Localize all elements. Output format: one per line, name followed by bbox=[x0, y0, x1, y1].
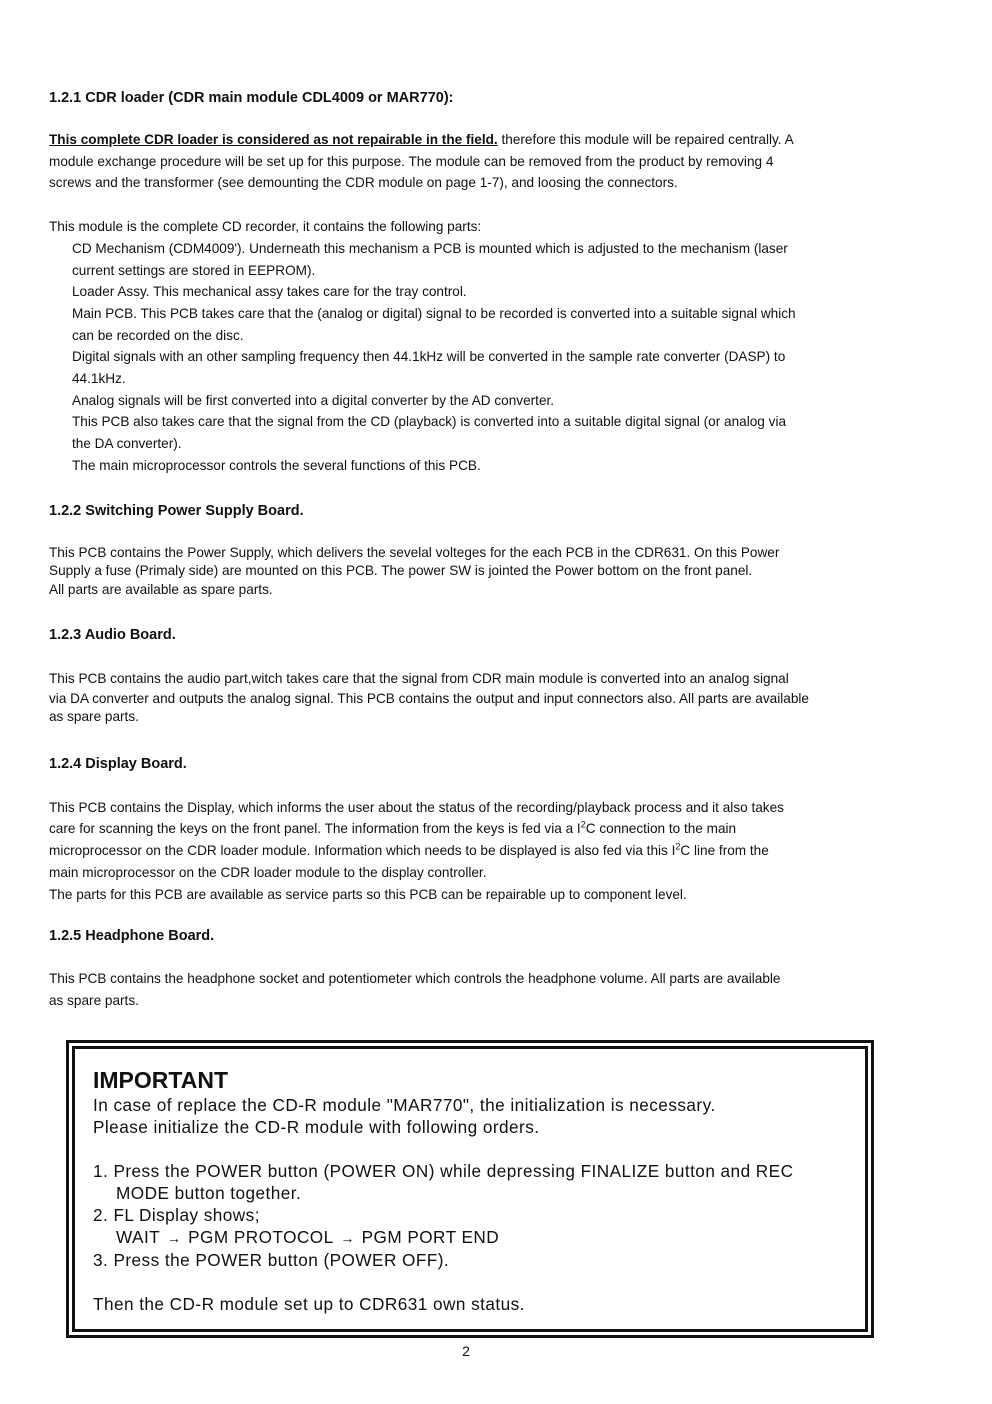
section-heading-1-2-1: 1.2.1 CDR loader (CDR main module CDL4009 or MAR770): bbox=[49, 90, 454, 106]
display-sequence: WAIT → PGM PROTOCOL → PGM PORT END bbox=[116, 1227, 500, 1247]
part-line: 44.1kHz. bbox=[72, 371, 126, 387]
important-notice-inner-border bbox=[72, 1046, 868, 1332]
paragraph-line: as spare parts. bbox=[49, 709, 139, 725]
paragraph-line: Supply a fuse (Primaly side) are mounted on this PCB. The power SW is jointed the Power bottom on the front panel. bbox=[49, 563, 753, 579]
part-line: current settings are stored in EEPROM). bbox=[72, 262, 316, 278]
part-line: Digital signals with an other sampling frequency then 44.1kHz will be converted in the sample rate converter (DASP) to bbox=[72, 349, 786, 365]
important-intro: Please initialize the CD-R module with following orders. bbox=[93, 1117, 540, 1137]
part-line: CD Mechanism (CDM4009'). Underneath this mechanism a PCB is mounted which is adjusted to the mechanism (laser bbox=[72, 240, 788, 256]
paragraph-line: The parts for this PCB are available as service parts so this PCB can be repairable up to component level. bbox=[49, 886, 687, 902]
step-1-continued: MODE button together. bbox=[116, 1183, 302, 1203]
module-parts-intro: This module is the complete CD recorder, it contains the following parts: bbox=[49, 219, 482, 235]
paragraph-line: This PCB contains the audio part,witch takes care that the signal from CDR main module is converted into an analog signal bbox=[49, 671, 789, 687]
cdr-loader-warning: This complete CDR loader is considered as not repairable in the field. therefore this module will be repaired centrally. A bbox=[49, 132, 794, 147]
section-heading-1-2-3: 1.2.3 Audio Board. bbox=[49, 627, 176, 644]
document-body bbox=[49, 88, 899, 1012]
paragraph-line: as spare parts. bbox=[49, 992, 139, 1008]
section-heading-1-2-2: 1.2.2 Switching Power Supply Board. bbox=[49, 502, 304, 519]
part-line: This PCB also takes care that the signal from the CD (playback) is converted into a suitable digital signal (or analog via bbox=[72, 414, 787, 430]
right-arrow-icon: → bbox=[340, 1230, 355, 1246]
part-line: Main PCB. This PCB takes care that the (analog or digital) signal to be recorded is converted into a suitable signal which bbox=[72, 305, 796, 321]
section-heading-1-2-5: 1.2.5 Headphone Board. bbox=[49, 928, 215, 945]
right-arrow-icon: → bbox=[166, 1230, 182, 1246]
step-2: 2. FL Display shows; bbox=[93, 1205, 260, 1225]
step-1: 1. Press the POWER button (POWER ON) while depressing FINALIZE button and REC bbox=[93, 1161, 794, 1181]
part-line: The main microprocessor controls the several functions of this PCB. bbox=[72, 457, 481, 473]
part-line: can be recorded on the disc. bbox=[72, 327, 244, 343]
paragraph-line: This PCB contains the Power Supply, which delivers the sevelal volteges for the each PCB in the CDR631. On this Power bbox=[49, 544, 780, 560]
paragraph-line: All parts are available as spare parts. bbox=[49, 581, 273, 597]
page-number: 2 bbox=[462, 1343, 470, 1359]
part-line: the DA converter). bbox=[72, 436, 182, 452]
closing-statement: Then the CD-R module set up to CDR631 own status. bbox=[93, 1294, 525, 1314]
important-intro: In case of replace the CD-R module "MAR770", the initialization is necessary. bbox=[93, 1095, 716, 1115]
paragraph-line: This PCB contains the Display, which informs the user about the status of the recording/playback process and it also takes bbox=[49, 799, 784, 815]
paragraph-line: This PCB contains the headphone socket and potentiometer which controls the headphone volume. All parts are available bbox=[49, 971, 781, 987]
paragraph-line: module exchange procedure will be set up for this purpose. The module can be removed from the product by removing 4 bbox=[49, 153, 774, 169]
important-notice-box bbox=[66, 1040, 874, 1338]
paragraph-line: microprocessor on the CDR loader module. Information which needs to be displayed is also fed via this $I^2C$ line from the bbox=[49, 841, 769, 859]
part-line: Analog signals will be first converted into a digital converter by the AD converter. bbox=[72, 392, 555, 408]
part-line: Loader Assy. This mechanical assy takes care for the tray control. bbox=[72, 284, 467, 300]
section-heading-1-2-4: 1.2.4 Display Board. bbox=[49, 755, 187, 772]
not-repairable-notice: This complete CDR loader is considered as not repairable in the field. bbox=[49, 132, 498, 147]
paragraph-line: screws and the transformer (see demounting the CDR module on page 1-7), and loosing the connectors. bbox=[49, 175, 678, 191]
important-notice-content bbox=[93, 1066, 855, 1315]
paragraph-line: main microprocessor on the CDR loader module to the display controller. bbox=[49, 864, 487, 880]
step-3: 3. Press the POWER button (POWER OFF). bbox=[93, 1250, 450, 1270]
paragraph-line: via DA converter and outputs the analog signal. This PCB contains the output and input connectors also. All parts are available bbox=[49, 690, 809, 706]
paragraph-line: care for scanning the keys on the front panel. The information from the keys is fed via a $I^2C$ connection to the main bbox=[49, 819, 737, 837]
important-title: IMPORTANT bbox=[93, 1067, 229, 1093]
